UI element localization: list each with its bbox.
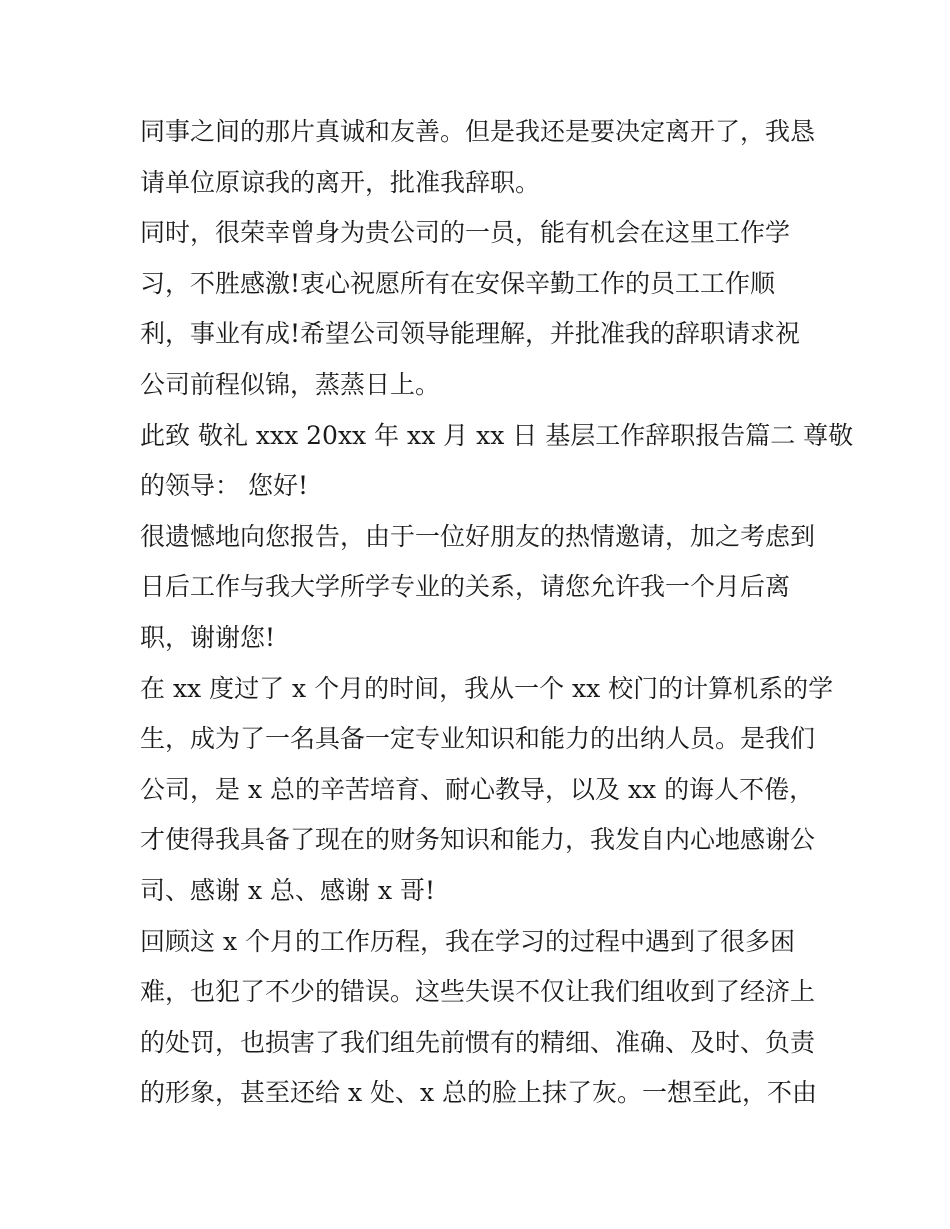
text-line: 的领导： 您好! — [140, 471, 308, 501]
text-line: 在 xx 度过了 x 个月的时间，我从一个 xx 校门的计算机系的学 — [140, 673, 834, 703]
text-line: 公司前程似锦，蒸蒸日上。 — [140, 369, 441, 399]
text-line: 职，谢谢您! — [140, 622, 276, 652]
text-line: 回顾这 x 个月的工作历程，我在学习的过程中遇到了很多困 — [140, 926, 795, 956]
document-body — [140, 107, 854, 1119]
text-line: 请单位原谅我的离开，批准我辞职。 — [140, 167, 541, 197]
text-line: 难，也犯了不少的错误。这些失误不仅让我们组收到了经济上 — [140, 977, 816, 1007]
text-line: 公司，是 x 总的辛苦培育、耐心教导，以及 xx 的诲人不倦， — [140, 774, 815, 804]
text-line: 同事之间的那片真诚和友善。但是我还是要决定离开了，我恳 — [140, 117, 816, 146]
text-line: 的形象，甚至还给 x 处、x 总的脸上抹了灰。一想至此，不由 — [140, 1078, 818, 1108]
text-line: 日后工作与我大学所学专业的关系，请您允许我一个月后离 — [140, 572, 791, 602]
text-line: 生，成为了一名具备一定专业知识和能力的出纳人员。是我们 — [140, 724, 816, 754]
text-line: 才使得我具备了现在的财务知识和能力，我发自内心地感谢公 — [140, 825, 816, 855]
text-line: 习，不胜感激!衷心祝愿所有在安保辛勤工作的员工工作顺 — [140, 268, 776, 298]
text-line: 同时，很荣幸曾身为贵公司的一员，能有机会在这里工作学 — [140, 218, 791, 248]
text-line: 利，事业有成!希望公司领导能理解，并批准我的辞职请求祝 — [140, 319, 801, 349]
text-line: 很遗憾地向您报告，由于一位好朋友的热情邀请，加之考虑到 — [140, 521, 816, 551]
text-line: 此致 敬礼 xxx 20xx 年 xx 月 xx 日 基层工作辞职报告篇二 尊敬 — [140, 420, 854, 450]
text-line: 的处罚，也损害了我们组先前惯有的精细、准确、及时、负责 — [140, 1027, 816, 1057]
text-line: 司、感谢 x 总、感谢 x 哥! — [140, 875, 436, 905]
